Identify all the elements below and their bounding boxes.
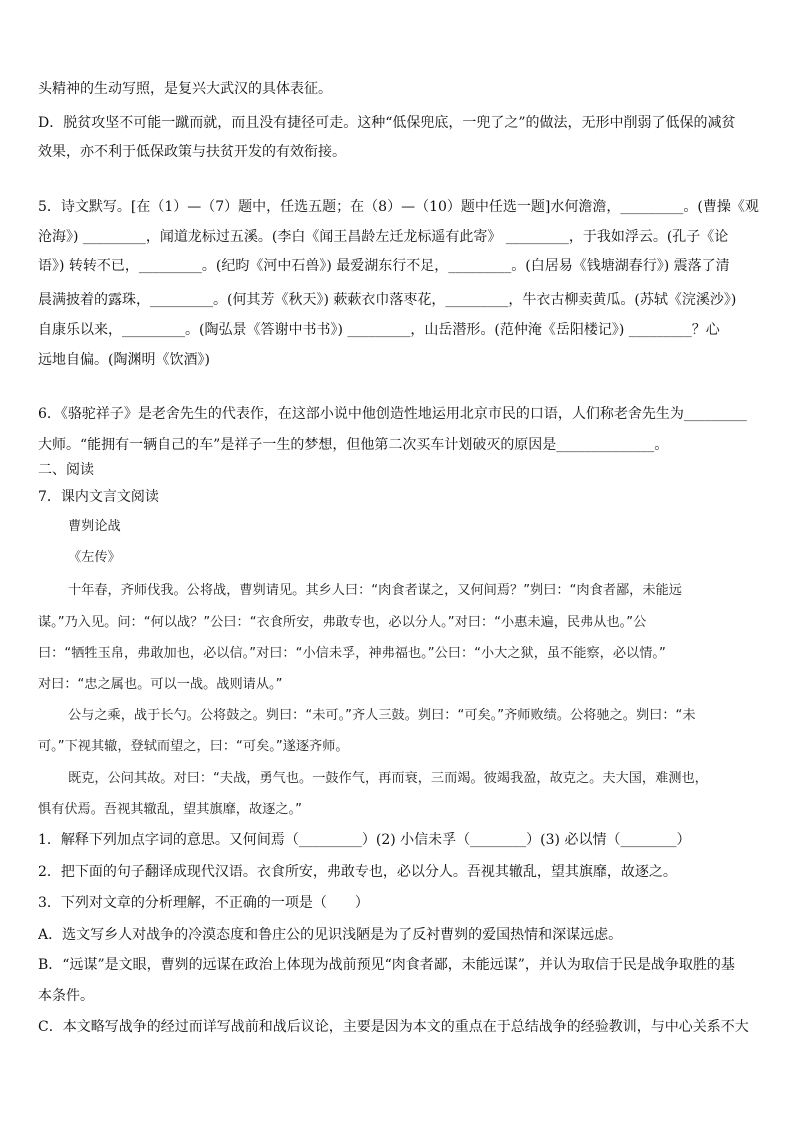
q5-line: 自康乐以来，_________。(陶弘景《答谢中书书》) _________，山岳潜形。(范仲淹《岳阳楼记》) _________？心: [38, 322, 720, 338]
option-d-line-2: 效果，亦不利于低保政策与扶贫开发的有效衔接。: [38, 144, 346, 160]
passage-source: 《左传》: [68, 550, 121, 565]
passage-line: 惧有伏焉。吾视其辙乱，望其旗靡，故逐之。”: [38, 802, 302, 817]
q5-line: 5．诗文默写。[在（1）—（7）题中，任选五题；在（8）—（10）题中任选一题]水何澹澹，_________。(曹操《观: [38, 199, 759, 215]
subquestion-3: 3．下列对文章的分析理解，不正确的一项是（ ）: [38, 895, 369, 911]
passage-line: 曰：“牺牲玉帛，弗敢加也，必以信。”对曰：“小信未孚，神弗福也。”公曰：“小大之狱，虽不能察，必以情。”: [38, 646, 666, 661]
passage-line: 谋。”乃入见。问：“何以战？”公曰：“衣食所安，弗敢专也，必以分人。”对曰：“小惠未遍，民弗从也。”公: [38, 615, 647, 630]
option-c-line-1: C．本文略写战争的经过而详写战前和战后议论，主要是因为本文的重点在于总结战争的经验教训，与中心关系不大: [38, 1019, 749, 1035]
option-d-line-1: D．脱贫攻坚不可能一蹴而就，而且没有捷径可走。这种“低保兜底，一兜了之”的做法，无形中削弱了低保的减贫: [38, 115, 736, 131]
passage-line: 可。”下视其辙，登轼而望之，曰：“可矣。”遂逐齐师。: [38, 739, 349, 754]
option-b-line-1: B．“远谋”是文眼，曹刿的远谋在政治上体现为战前预见“肉食者鄙，未能远谋”，并认为取信于民是战争取胜的基: [38, 957, 735, 973]
section-heading: 二、阅读: [38, 462, 94, 478]
q5-line: 沧海》) _________，闻道龙标过五溪。(李白《闻王昌龄左迁龙标遥有此寄》 _________，于我如浮云。(孔子《论: [38, 229, 729, 245]
option-a: A．选文写乡人对战争的冷漠态度和鲁庄公的见识浅陋是为了反衬曹刿的爱国热情和深谋远虑。: [38, 927, 623, 943]
q5-line: 晨满披着的露珠，_________。(何其芳《秋天》) 蔌蔌衣巾落枣花，_________，牛衣古柳卖黄瓜。(苏轼《浣溪沙》): [38, 292, 737, 308]
passage-line: 十年春，齐师伐我。公将战，曹刿请见。其乡人曰：“肉食者谋之，又何间焉？”刿曰：“肉食者鄙，未能远: [68, 583, 682, 598]
q6-line: 6．《骆驼祥子》是老舍先生的代表作，在这部小说中他创造性地运用北京市民的口语，人们称老舍先生为_________: [38, 406, 747, 422]
subquestion-1: 1．解释下列加点字词的意思。又何间焉（_________）(2) 小信未孚（________）(3) 必以情（________）: [38, 832, 691, 848]
subquestion-2: 2．把下面的句子翻译成现代汉语。衣食所安，弗敢专也，必以分人。吾视其辙乱，望其旗靡，故逐之。: [38, 864, 677, 880]
passage-line: 既克，公问其故。对曰：“夫战，勇气也。一鼓作气，再而衰，三而竭。彼竭我盈，故克之。夫大国，难测也，: [68, 771, 708, 786]
q6-line: 大师。“能拥有一辆自己的车”是祥子一生的梦想，但他第二次买车计划破灭的原因是______________。: [38, 437, 669, 453]
passage-title: 曹刿论战: [68, 519, 121, 534]
passage-line: 对曰：“忠之属也。可以一战。战则请从。”: [38, 677, 283, 692]
passage-line: 公与之乘，战于长勺。公将鼓之。刿曰：“未可。”齐人三鼓。刿曰：“可矣。”齐师败绩。公将驰之。刿曰：“未: [68, 708, 696, 723]
q5-line: 远地自偏。(陶渊明《饮酒》): [38, 352, 210, 368]
option-d-continuation: 头精神的生动写照，是复兴大武汉的具体表征。: [38, 81, 332, 97]
q5-line: 语》) 转转不已，_________。(纪昀《河中石兽》) 最爱湖东行不足，_________。(白居易《钱塘湖春行》) 震落了清: [38, 258, 730, 274]
q7-title: 7．课内文言文阅读: [38, 489, 159, 505]
option-b-line-2: 本条件。: [38, 988, 94, 1004]
